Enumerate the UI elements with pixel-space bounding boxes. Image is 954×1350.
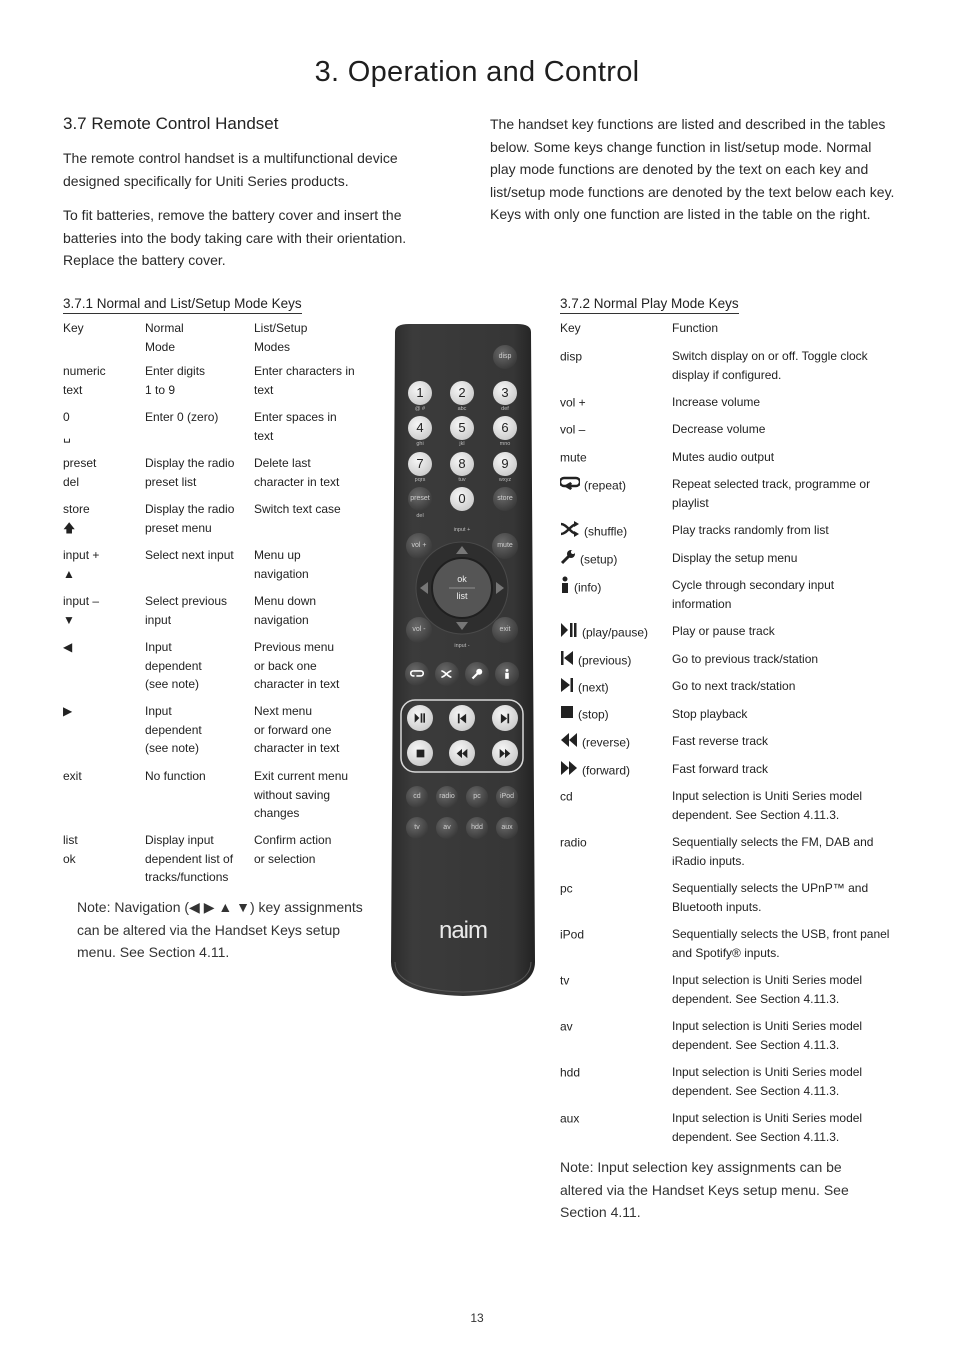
remote-mute-button: mute — [492, 533, 518, 559]
table1-row-key: exit — [63, 769, 82, 783]
remote-digit-button: 7 — [408, 452, 432, 476]
table2-row-function: Go to next track/station — [672, 679, 796, 693]
table1-row-normal: Enter digits 1 to 9 — [145, 364, 206, 397]
table1-row-list: Next menu or forward one character in text — [254, 704, 340, 755]
table1-row-list: Switch text case — [254, 502, 341, 516]
intro-paragraph-2: To fit batteries, remove the battery cover and insert the batteries into the body taking care with their orientation. Replace the battery cover. — [63, 207, 407, 268]
remote-input-button: cd — [406, 786, 428, 808]
table2-row-key — [560, 393, 670, 412]
table1-row-normal: Display the radio preset menu — [145, 502, 235, 535]
table2-note: Note: Input selection key assignments can be altered via the Handset Keys setup menu. See Section 4.11. — [560, 1159, 849, 1220]
table1-row-normal: Enter 0 (zero) — [145, 410, 219, 424]
table2-key-label: (reverse) — [582, 735, 631, 750]
forward-icon — [560, 760, 578, 782]
remote-del-label: del — [416, 513, 424, 519]
table2-row-key — [560, 347, 670, 366]
table2-row-key — [560, 475, 670, 497]
page-number: 13 — [470, 1311, 484, 1325]
remote-preset-button: preset — [408, 487, 432, 511]
table2-col-function: Function — [672, 321, 719, 335]
remote-input-button: aux — [496, 817, 518, 839]
table2-row-key — [560, 521, 670, 543]
remote-reverse-button — [449, 740, 475, 766]
table1-row-key: numeric text — [63, 364, 106, 397]
table1-row-list: Exit current menu without saving changes — [254, 769, 349, 820]
table2-row-function: Input selection is Uniti Series model dependent. See Section 4.11.3. — [672, 789, 863, 822]
table2-row-key — [560, 448, 670, 467]
remote-input-button: tv — [406, 817, 428, 839]
brand-logo: naim — [438, 917, 488, 944]
table2-row-function: Input selection is Uniti Series model dependent. See Section 4.11.3. — [672, 973, 863, 1006]
table2-key-label: cd — [560, 789, 573, 804]
table1-row-list: Menu down navigation — [254, 594, 317, 627]
table2-key-label: (forward) — [582, 763, 631, 778]
table1-row-normal: Display the radio preset list — [145, 456, 235, 489]
table1-row-list: Menu up navigation — [254, 548, 309, 581]
table2-row-function: Fast forward track — [672, 762, 769, 776]
shuffle-icon — [560, 521, 580, 543]
table2-row-function: Sequentially selects the FM, DAB and iRadio inputs. — [672, 835, 874, 868]
remote-digit-button: 4 — [408, 416, 432, 440]
table1-row-key: input – ▼ — [63, 594, 100, 627]
table2-row-function: Input selection is Uniti Series model dependent. See Section 4.11.3. — [672, 1019, 863, 1052]
table1-row-key: store 🡅 — [63, 502, 90, 535]
table2-key-label: (setup) — [580, 552, 618, 567]
play-pause-icon — [560, 622, 578, 644]
table2-row-function: Mutes audio output — [672, 450, 775, 464]
remote-store-button: store — [493, 487, 517, 511]
table1-col-key: Key — [63, 321, 84, 335]
table2-key-label: vol + — [560, 395, 586, 410]
remote-input-button: av — [436, 817, 458, 839]
table2-row-key — [560, 787, 670, 806]
table2-row-function: Play tracks randomly from list — [672, 523, 829, 537]
table2-row-key — [560, 420, 670, 439]
remote-digit-sublabel: def — [501, 406, 509, 412]
page-title: 3. Operation and Control — [314, 56, 640, 88]
table2-row-function: Display the setup menu — [672, 551, 798, 565]
table1-row-list: Enter characters in text — [254, 364, 355, 397]
table2-row-key — [560, 732, 670, 754]
table1-row-normal: Input dependent (see note) — [145, 640, 202, 691]
table1-row-normal: Display input dependent list of tracks/functions — [145, 833, 234, 884]
table2-row-function: Decrease volume — [672, 422, 766, 436]
table2-key-label: pc — [560, 881, 573, 896]
remote-repeat-button — [405, 662, 429, 686]
repeat-icon — [560, 475, 580, 497]
remote-exit-button: exit — [492, 617, 518, 643]
table2-row-key — [560, 971, 670, 990]
remote-input-plus-label: input + — [453, 527, 471, 533]
table2-row-key — [560, 879, 670, 898]
remote-input-button: pc — [466, 786, 488, 808]
remote-digit-button: 6 — [493, 416, 517, 440]
remote-input-button: iPod — [496, 786, 518, 808]
table2-row-function: Sequentially selects the USB, front panel and Spotify® inputs. — [672, 927, 890, 960]
remote-previous-button — [449, 705, 475, 731]
table2-row-function: Play or pause track — [672, 624, 775, 638]
table2-key-label: (stop) — [578, 707, 609, 722]
table1-row-normal: Select previous input — [145, 594, 228, 627]
table1-row-key: ▶ — [63, 704, 73, 718]
remote-digit-sublabel: @ # — [414, 406, 426, 412]
remote-input-button: hdd — [466, 817, 488, 839]
table1-row-key: list ok — [63, 833, 78, 866]
table2-key-label: iPod — [560, 927, 585, 942]
remote-zero-button: 0 — [450, 487, 474, 511]
table1-row-key: preset del — [63, 456, 97, 489]
table2-key-label: hdd — [560, 1065, 581, 1080]
remote-digit-button: 2 — [450, 381, 474, 405]
table1-row-list: Delete last character in text — [254, 456, 340, 489]
remote-vol-plus-button: vol + — [406, 533, 432, 559]
stop-icon — [560, 705, 574, 725]
remote-input-minus-label: input - — [454, 643, 470, 649]
table2-row-key — [560, 925, 670, 944]
wrench-icon — [560, 549, 576, 571]
table1-row-normal: Input dependent (see note) — [145, 704, 202, 755]
next-icon — [560, 677, 574, 699]
intro-right-paragraph: The handset key functions are listed and described in the tables below. Some keys change function in list/setup mode. Normal play mode functions are denoted by the text on each key and list/setup mode functions are denoted by the text below each key. Keys with only one function are listed in the table on the right. — [490, 116, 895, 222]
table1-row-key: input + ▲ — [63, 548, 100, 581]
remote-digit-sublabel: abc — [457, 406, 467, 412]
remote-disp-button: disp — [493, 345, 517, 369]
table2-row-key — [560, 576, 670, 600]
table1-row-key: ◀ — [63, 640, 73, 654]
table2-col-key: Key — [560, 321, 581, 335]
table2-row-function: Switch display on or off. Toggle clock display if configured. — [672, 349, 868, 382]
remote-digit-button: 1 — [408, 381, 432, 405]
remote-digit-button: 9 — [493, 452, 517, 476]
table2-key-label: aux — [560, 1111, 580, 1126]
remote-setup-button — [465, 662, 489, 686]
table2-row-function: Input selection is Uniti Series model dependent. See Section 4.11.3. — [672, 1065, 863, 1098]
table2-row-function: Stop playback — [672, 707, 748, 721]
remote-digit-button: 5 — [450, 416, 474, 440]
remote-play-pause-button — [407, 705, 433, 731]
table1-row-list: Enter spaces in text — [254, 410, 337, 443]
remote-digit-button: 8 — [450, 452, 474, 476]
table2-row-key — [560, 760, 670, 782]
table2-row-key — [560, 833, 670, 852]
remote-digit-button: 3 — [493, 381, 517, 405]
table2-row-function: Input selection is Uniti Series model dependent. See Section 4.11.3. — [672, 1111, 863, 1144]
remote-digit-sublabel: ghi — [416, 441, 424, 447]
remote-forward-button — [492, 740, 518, 766]
table1-row-list: Previous menu or back one character in text — [254, 640, 340, 691]
table1-row-key: 0 ␣ — [63, 410, 71, 443]
table2-key-label: vol – — [560, 422, 586, 437]
table2-row-key — [560, 1017, 670, 1036]
table2-row-key — [560, 650, 670, 672]
remote-digit-sublabel: mno — [499, 441, 511, 447]
previous-icon — [560, 650, 574, 672]
table2-row-function: Repeat selected track, programme or playlist — [672, 477, 871, 510]
table2-row-function: Go to previous track/station — [672, 652, 819, 666]
reverse-icon — [560, 732, 578, 754]
remote-digit-sublabel: pqrs — [414, 477, 426, 483]
remote-handset — [389, 322, 537, 1000]
table1-heading: 3.7.1 Normal and List/Setup Mode Keys — [63, 296, 302, 314]
table2-key-label: (next) — [578, 680, 609, 695]
table2-row-function: Increase volume — [672, 395, 761, 409]
remote-ok-label: ok — [457, 574, 467, 584]
table2-key-label: disp — [560, 349, 583, 364]
table2-key-label: radio — [560, 835, 587, 850]
table1-col-normal: Normal Mode — [145, 321, 184, 354]
table2-row-key — [560, 549, 670, 571]
table2-row-key — [560, 705, 670, 725]
table2-key-label: (info) — [574, 580, 602, 595]
table2-key-label: (play/pause) — [582, 625, 649, 640]
table2-key-label: tv — [560, 973, 570, 988]
table2-row-function: Sequentially selects the UPnP™ and Bluetooth inputs. — [672, 881, 869, 914]
intro-paragraph-1: The remote control handset is a multifunctional device designed specifically for Uniti Series products. — [63, 150, 398, 189]
table2-heading: 3.7.2 Normal Play Mode Keys — [560, 296, 739, 314]
remote-digit-sublabel: jkl — [459, 441, 465, 447]
table2-row-key — [560, 622, 670, 644]
table1-row-list: Confirm action or selection — [254, 833, 332, 866]
table2-key-label: (previous) — [578, 653, 632, 668]
remote-vol-minus-button: vol - — [406, 617, 432, 643]
table2-key-label: mute — [560, 450, 587, 465]
table2-key-label: (shuffle) — [584, 524, 628, 539]
remote-digit-sublabel: tuv — [458, 477, 466, 483]
table1-row-normal: Select next input — [145, 548, 234, 562]
remote-list-label: list — [456, 591, 468, 601]
table2-row-key — [560, 1063, 670, 1082]
remote-stop-button — [407, 740, 433, 766]
remote-info-button — [495, 662, 519, 686]
remote-digit-sublabel: wxyz — [498, 477, 512, 483]
table1-note: Note: Navigation (◀ ▶ ▲ ▼) key assignments can be altered via the Handset Keys setup menu. See Section 4.11. — [77, 899, 363, 960]
table2-row-function: Cycle through secondary input information — [672, 578, 835, 611]
section-heading: 3.7 Remote Control Handset — [63, 114, 279, 133]
table2-row-key — [560, 1109, 670, 1128]
table1-col-list: List/Setup Modes — [254, 321, 308, 354]
table2-row-key — [560, 677, 670, 699]
table2-row-function: Fast reverse track — [672, 734, 769, 748]
remote-input-button: radio — [436, 786, 458, 808]
remote-shuffle-button — [435, 662, 459, 686]
table2-key-label: av — [560, 1019, 573, 1034]
info-icon — [560, 576, 570, 600]
table1-row-normal: No function — [145, 769, 206, 783]
remote-next-button — [492, 705, 518, 731]
table2-key-label: (repeat) — [584, 478, 627, 493]
